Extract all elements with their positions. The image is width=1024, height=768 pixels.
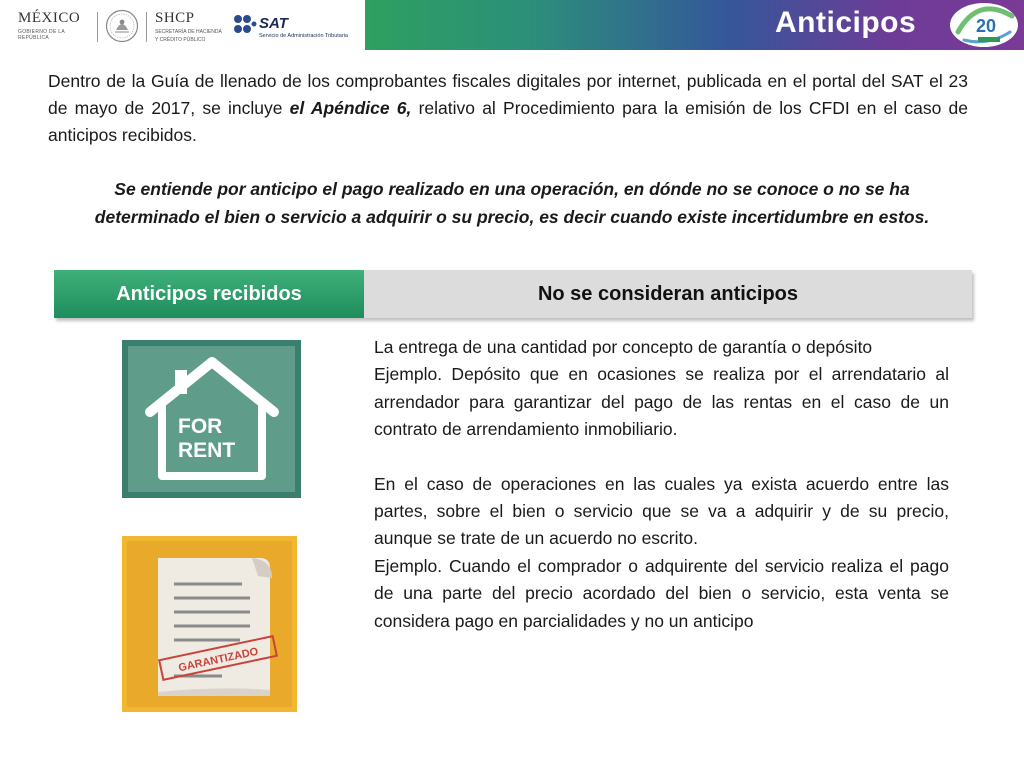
tab-no-se-consideran-anticipos: [364, 270, 972, 318]
mexico-seal-icon: [105, 9, 139, 43]
intro-text-2: relativo al Procedimiento para la emisión de los CFDI en el caso de anticipos recibidos.: [48, 98, 969, 145]
shcp-logo-subtitle-1: SECRETARÍA DE HACIENDA: [155, 29, 222, 35]
shcp-logo-text: SHCP: [155, 10, 195, 26]
item-2-example: Ejemplo. Cuando el comprador o adquirente del servicio realiza el pago de una parte del precio acordado del bien o servicio, esta venta se considera pago en parcialidades y no un anticipo: [374, 555, 949, 631]
intro-emphasis: el Apéndice 6,: [289, 98, 412, 118]
sat-dots-icon: [233, 14, 257, 38]
shcp-logo: [155, 10, 225, 44]
logo-divider: [97, 12, 98, 42]
mexico-government-logo: [18, 10, 92, 44]
sat-logo-text: SAT: [259, 15, 288, 32]
anniversary-20-badge-icon: [948, 2, 1020, 48]
svg-text:20: 20: [976, 16, 997, 36]
shcp-logo-subtitle-2: Y CRÉDITO PÚBLICO: [155, 37, 206, 43]
rent-sign-line2: RENT: [178, 439, 236, 462]
house-for-rent-icon: [122, 340, 301, 498]
header: [0, 0, 1024, 50]
no-anticipos-list: [374, 334, 949, 635]
title-banner: [365, 0, 1024, 50]
intro-paragraph: [48, 68, 968, 149]
page-title: Anticipos: [775, 6, 917, 39]
tab-anticipos-recibidos: [54, 270, 364, 318]
anticipo-definition: Se entiende por anticipo el pago realizado en una operación, en dónde no se conoce o no se ha determinado el bien o servicio a adquirir o su precio, es decir cuando existe incertidumbre en estos.: [94, 179, 930, 227]
spacer: [374, 444, 949, 471]
item-1-heading: La entrega de una cantidad por concepto de garantía o depósito: [374, 337, 873, 357]
rent-sign-line1: FOR: [178, 415, 223, 438]
mexico-logo-text: MÉXICO: [18, 10, 81, 26]
logo-divider: [146, 12, 147, 42]
stamp-text: GARANTIZADO: [177, 645, 260, 675]
item-2-heading: En el caso de operaciones en las cuales ya exista acuerdo entre las partes, sobre el bien o servicio que se va a adquirir y de su precio, aunque se trate de un acuerdo no escrito.: [374, 473, 949, 549]
guaranteed-document-icon: [122, 536, 297, 712]
mexico-logo-subtitle: GOBIERNO DE LA REPÚBLICA: [18, 29, 65, 41]
item-1-example: Ejemplo. Depósito que en ocasiones se realiza por el arrendatario al arrendador para garantizar del pago de las rentas en el caso de un contrato de arrendamiento inmobiliario.: [374, 364, 949, 440]
sat-logo-subtitle: Servicio de Administración Tributaria: [259, 33, 348, 39]
tab-no-se-consideran-label: No se consideran anticipos: [537, 282, 799, 305]
sat-logo: [233, 14, 363, 42]
intro-text-1: Dentro de la Guía de llenado de los comprobantes fiscales digitales por internet, publicada en el portal del SAT el 23 de mayo de 2017, se incluye: [48, 71, 968, 118]
tab-anticipos-recibidos-label: Anticipos recibidos: [116, 282, 302, 305]
